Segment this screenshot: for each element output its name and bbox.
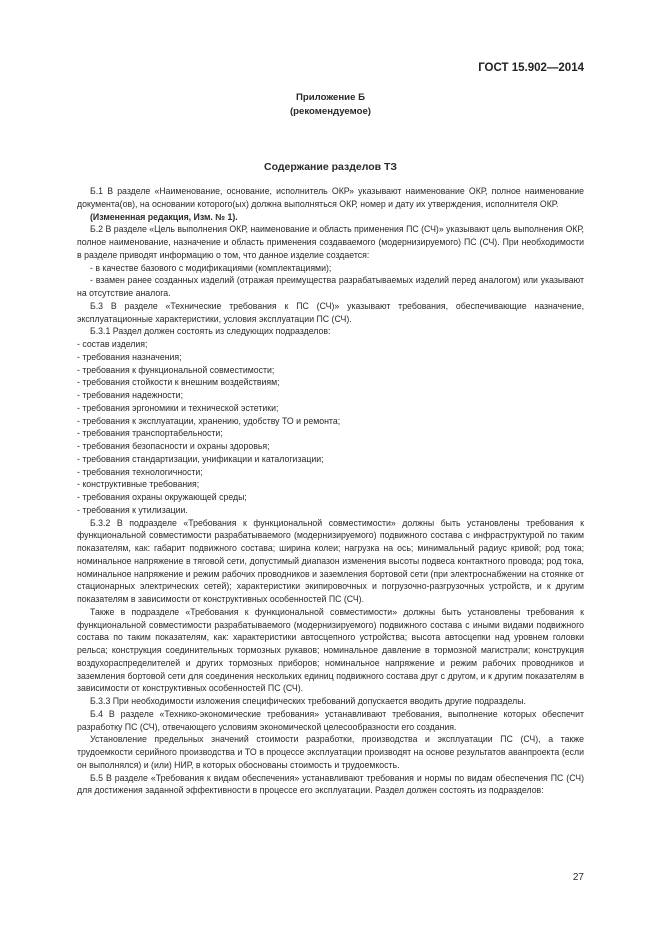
standard-number: ГОСТ 15.902—2014 xyxy=(478,62,584,74)
list-item: - требования стандартизации, унификации и каталогизации; xyxy=(77,453,324,464)
list-item: - требования стойкости к внешним воздействиям; xyxy=(77,377,280,388)
list-item: - требования к эксплуатации, хранению, удобству ТО и ремонта; xyxy=(77,415,341,426)
paragraph-b2: Б.2 В разделе «Цель выполнения ОКР, наименование и область применения ПС (СЧ)» указывают цель выполнения ОКР, полное наименование, назначение и область применения создаваемого (модернизируемого) ПС (СЧ). При необходимости в разделе приводят информацию о том, что данное изделие создается: xyxy=(77,224,584,260)
amendment-note: (Измененная редакция, Изм. № 1). xyxy=(90,211,238,222)
paragraph-b4-cont: Установление предельных значений стоимости разработки, производства и эксплуатации ПС (СЧ), а также трудоемкости серийного производства и ТО в процессе эксплуатации производят на основе результатов аванпроекта (если он выполнялся) и (или) НИР, в которых обоснованы стоимость и трудоемкость. xyxy=(77,734,584,770)
paragraph-b4: Б.4 В разделе «Технико-экономические требования» устанавливают требования, выполнение которых обеспечит разработку ПС (СЧ), отвечающего условиям экономической целесообразности его создания. xyxy=(77,708,584,732)
paragraph-b3: Б.3 В разделе «Технические требования к ПС (СЧ)» указывают требования, обеспечивающие назначение, эксплуатационные характеристики, условия эксплуатации ПС (СЧ). xyxy=(77,300,584,324)
list-item: - требования назначения; xyxy=(77,351,182,362)
list-item: - взамен ранее созданных изделий (отражая преимущества разрабатываемых изделий перед аналогом) или указывают на отсутствие аналога. xyxy=(77,275,584,298)
list-item: - требования эргономики и технической эстетики; xyxy=(77,402,279,413)
paragraph-b3-2-cont: Также в подразделе «Требования к функциональной совместимости» должны быть установлены требования к функциональной совместимости разрабатываемого (модернизируемого) подвижного состава с иными видами подвижного состава по таким показателям, как: характеристики автосцепного устройства; высота автосцепки над уровнем головки рельса; конструкция соединительных тормозных рукавов; номинальное давление в тормозной магистрали; конструкция воздухораспределителей и других тормозных приборов; номинальное напряжение и режим рабочих проводников и заземления бортовой сети для соединения нескольких единиц подвижного состава друг с другом, и к другим показателям в зависимости от конструктивных особенностей ПС (СЧ). xyxy=(77,606,584,694)
list-item: - требования охраны окружающей среды; xyxy=(77,492,247,502)
paragraph-b1: Б.1 В разделе «Наименование, основание, исполнитель ОКР» указывают наименование ОКР, полное наименование документа(ов), на основании которого(ых) должна выполняться ОКР, номер и дату их утверждения, исполнителя ОКР. xyxy=(77,186,584,209)
list-item: - требования надежности; xyxy=(77,390,183,400)
section-title: Содержание разделов ТЗ xyxy=(263,161,398,173)
list-item: - состав изделия; xyxy=(77,339,148,349)
annex-heading xyxy=(0,91,661,118)
list-item: - конструктивные требования; xyxy=(77,479,200,490)
paragraph-b3-3: Б.3.3 При необходимости изложения специфических требований допускается вводить другие подразделы. xyxy=(90,696,526,706)
list-item: - требования транспортабельности; xyxy=(77,428,223,439)
document-body xyxy=(77,185,584,797)
list-item: - требования к функциональной совместимости; xyxy=(77,364,275,375)
paragraph-b5: Б.5 В разделе «Требования к видам обеспечения» устанавливают требования и нормы по видам обеспечения ПС (СЧ) для достижения заданной эффективности в процессе его эксплуатации. Раздел должен состоять из подразделов: xyxy=(77,772,584,796)
paragraph-b3-1: Б.3.1 Раздел должен состоять из следующих подразделов: xyxy=(90,326,331,337)
page-number: 27 xyxy=(572,872,584,883)
paragraph-b3-2: Б.3.2 В подразделе «Требования к функциональной совместимости» должны быть установлены требования к функциональной совместимости разрабатываемого (модернизируемого) подвижного состава с инфраструктурой по таким показателям, как: габарит подвижного состава; ширина колеи; нагрузка на ось; минимальный радиус кривой; род тока; номинальное напряжение в тяговой сети, допустимый диапазон изменения высоты подвеса контактного провода; род тока, номинальное напряжение и режим рабочих проводников и заземления бортовой сети (при электроснабжении на стоянке от стационарных электрических сетей); характеристики экипировочных и погрузочно-разгрузочных устройств, и к другим показателям в зависимости от конструктивных особенностей ПС (СЧ). xyxy=(77,517,584,604)
annex-subtitle: (рекомендуемое) xyxy=(289,105,371,117)
annex-title: Приложение Б xyxy=(296,92,365,103)
list-item: - требования технологичности; xyxy=(77,466,203,477)
list-item: - в качестве базового с модификациями (комплектациями); xyxy=(90,262,332,273)
list-item: - требования к утилизации. xyxy=(77,504,188,515)
list-item: - требования безопасности и охраны здоровья; xyxy=(77,441,270,451)
